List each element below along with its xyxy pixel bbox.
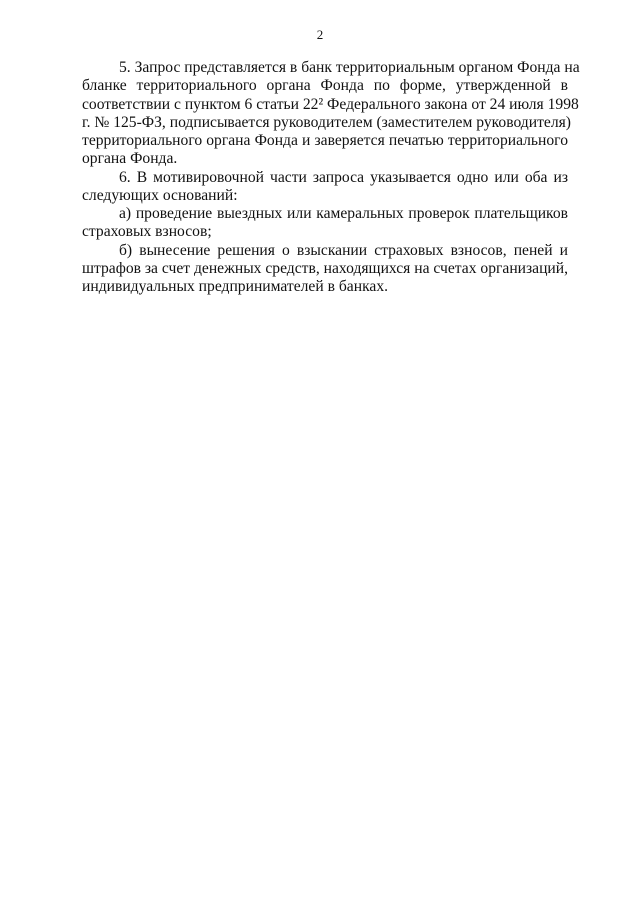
text-line: индивидуальных предпринимателей в банках. <box>82 278 389 295</box>
text-line: органа Фонда. <box>82 150 178 168</box>
text-line: г. № 125-ФЗ, подписывается руководителем (заместителем руководителя) <box>82 113 571 131</box>
text-line: штрафов за счет денежных средств, находящихся на счетах организаций, <box>82 259 569 277</box>
text-line: соответствии с пунктом 6 статьи 22² Федерального закона от 24 июля 1998 <box>82 95 579 113</box>
text-line: б) вынесение решения о взыскании страховых взносов, пеней и <box>119 241 568 259</box>
text-line: следующих оснований: <box>82 186 238 204</box>
document-body <box>82 59 580 296</box>
text-line: 6. В мотивировочной части запроса указывается одно или оба из <box>119 168 568 186</box>
text-line: 5. Запрос представляется в банк территориальным органом Фонда на <box>119 59 580 76</box>
page-number: 2 <box>316 27 324 42</box>
text-line: а) проведение выездных или камеральных проверок плательщиков <box>119 205 568 222</box>
paragraph-5 <box>82 59 580 169</box>
paragraph-6 <box>82 169 568 206</box>
text-line: бланке территориального органа Фонда по форме, утвержденной в <box>82 77 568 95</box>
paragraph-6a <box>82 205 568 242</box>
text-line: территориального органа Фонда и заверяется печатью территориального <box>82 132 568 149</box>
paragraph-6b <box>82 242 568 297</box>
text-line: страховых взносов; <box>82 223 212 241</box>
